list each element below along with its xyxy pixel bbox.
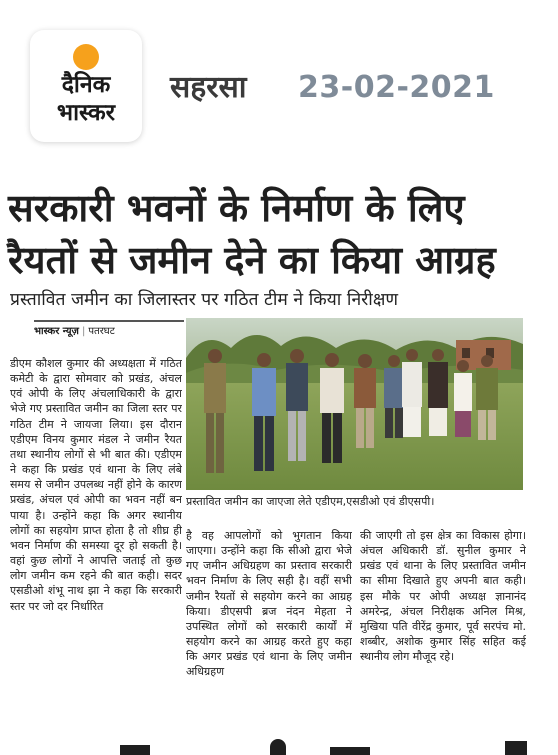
byline-place: पतरघट xyxy=(88,326,115,337)
newspaper-logo xyxy=(30,30,142,142)
headline-line2: रैयतों से जमीन देने का किया आग्रह xyxy=(8,238,496,282)
field-inspection-photo xyxy=(186,318,523,490)
byline xyxy=(34,320,184,339)
photo-caption: प्रस्तावित जमीन का जाएजा लेते एडीएम,एसडीओ एवं डीएसपी। xyxy=(186,495,435,508)
article-column-1: डीएम कौशल कुमार की अध्यक्षता में गठित कमेटी के द्वारा सोमवार को प्रखंड, अंचल एवं ओपी के लिए अंचलाधिकारी के द्वारा भेजे गए प्रस्तावित जमीन का जिला स्तर पर गठित टीम ने जायजा लिया। इस दौरान एडीएम विनय कुमार मंडल ने जमीन रैयत तथा स्थानीय लोगों से भी बात की। एडीएम ने कहा कि प्रखंड एवं थाना के लिए लंबे समय से जमीन उपलब्ध नहीं होने के कारण प्रखंड, अंचल एवं ओपी का भवन नहीं बन पाया है। उन्होंने कहा कि अगर स्थानीय लोगों का सहयोग प्राप्त होता है तो शीघ्र ही भवन निर्माण की समस्या दूर हो सकती है। वहां कुछ लोगों ने आपत्ति जताई तो कुछ लोग जमीन कम रहने की बात कही। सदर एसडीओ शंभू नाथ झा ने कहा कि सरकारी स्तर पर जो दर निर्धारित xyxy=(10,357,182,613)
next-headline-cropped xyxy=(0,735,558,755)
article-column-3: की जाएगी तो इस क्षेत्र का विकास होगा। अंचल अधिकारी डॉ. सुनील कुमार ने प्रखंड एवं थाना के लिए प्रस्तावित जमीन का सीमा दिखाते हुए अपनी बात कही। इस मौके पर ओपी अध्यक्ष ज्ञानानंद अमरेन्द्र, अंचल निरीक्षक अनिल मिश्र, मुखिया पति वीरेंद्र कुमार, पूर्व सरपंच मो. शब्बीर, अशोक कुमार सिंह सहित कई स्थानीय लोग मौजूद रहे। xyxy=(360,529,526,664)
article-subheadline: प्रस्तावित जमीन का जिलास्तर पर गठित टीम ने किया निरीक्षण xyxy=(10,290,399,310)
headline-line1: सरकारी भवनों के निर्माण के लिए xyxy=(8,186,465,230)
logo-text-line1: दैनिक xyxy=(61,72,111,98)
city-name: सहरसा xyxy=(170,70,247,105)
article-photo xyxy=(186,318,523,490)
byline-separator: | xyxy=(81,326,86,337)
sun-icon xyxy=(73,44,99,70)
edition-date: 23-02-2021 xyxy=(298,70,495,105)
article-headline xyxy=(8,182,553,286)
article-column-2: है वह आपलोगों को भुगतान किया जाएगा। उन्होंने कहा कि सीओ द्वारा भेजे गए जमीन अधिग्रहण का प्रस्ताव सरकारी भवन निर्माण के लिए सही है। वहीं सभी जमीन रैयतों से सहयोग करने का आग्रह किया। डीएसपी ब्रज नंदन मेहता ने उपस्थित लोगों को सरकारी कार्यों में सहयोग करने का आग्रह करते हुए कहा कि अगर प्रखंड एवं थाना के लिए जमीन अधिग्रहण xyxy=(186,529,352,679)
byline-source: भास्कर न्यूज़ xyxy=(34,326,79,337)
logo-text-line2: भास्कर xyxy=(56,100,116,126)
